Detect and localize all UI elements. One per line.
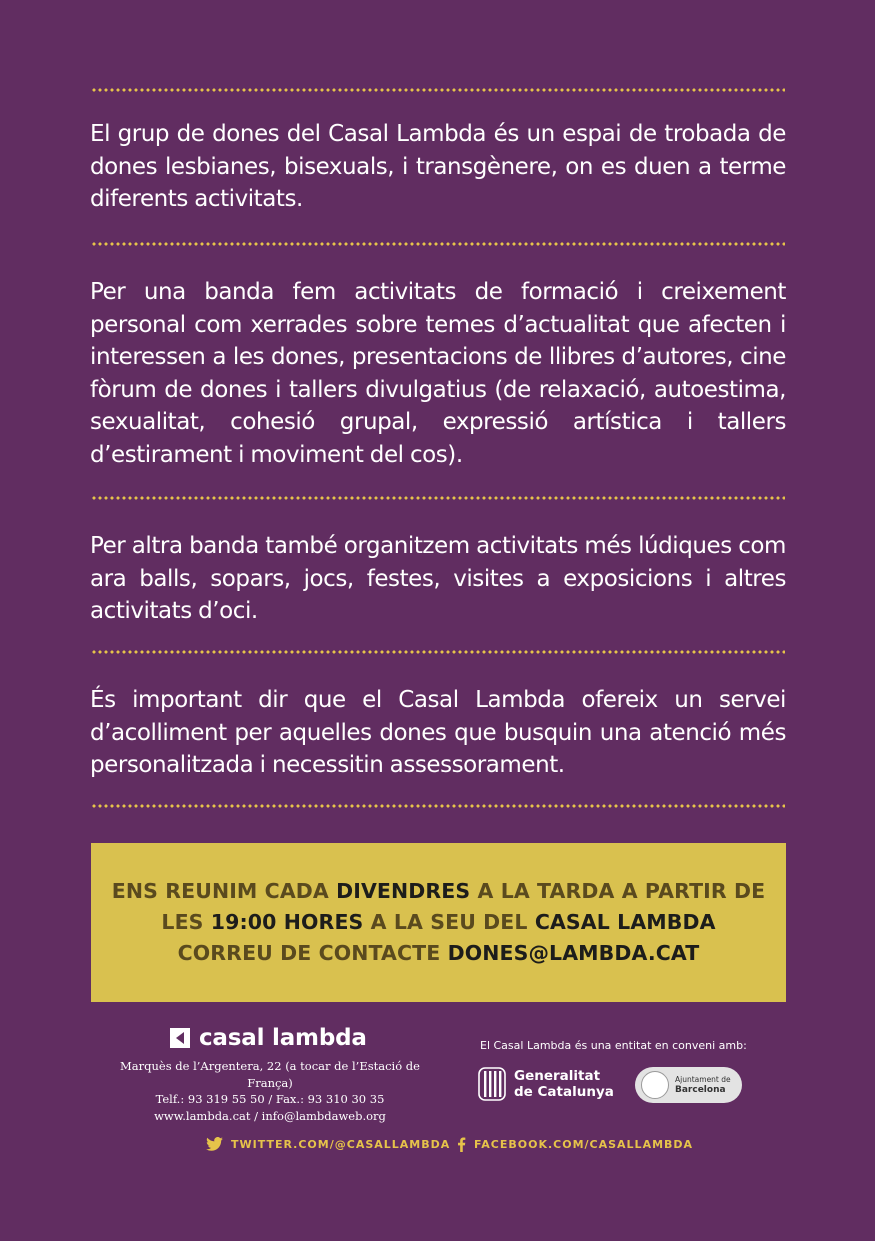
dotted-divider [91,88,785,92]
dotted-divider [91,496,785,500]
paragraph-formation: Per una banda fem activitats de formació i creixement personal com xerrades sobre temes d’actualitat que afecten i interessen a les dones, presentacions de llibres d’autores, cine fòrum de dones i tallers divulgatius (de relaxació, autoestima, sexualitat, cohesió grupal, expressió artística i tallers d’estirament i moviment del cos). [90,279,786,468]
twitter-bird-icon [206,1137,223,1151]
generalitat-stripes-icon [478,1067,506,1101]
dotted-divider [91,650,785,654]
paragraph-leisure: Per altra banda també organitzem activitats més lúdiques com ara balls, sopars, jocs, festes, visites a exposicions i altres activitats d’oci. [90,533,786,624]
dotted-divider [91,242,785,246]
lambda-logo-icon [170,1028,190,1048]
banner-line-2: LES 19:00 HORES A LA SEU DEL CASAL LAMBDA [161,910,716,934]
paragraph-intro: El grup de dones del Casal Lambda és un espai de trobada de dones lesbianes, bisexuals, i transgènere, on es duen a terme diferents activitats. [90,121,786,212]
address-line: Marquès de l’Argentera, 22 (a tocar de l’Estació de França) [120,1059,420,1090]
contact-address [100,1058,440,1124]
banner-line-3: CORREU DE CONTACTE DONES@LAMBDA.CAT [177,941,700,965]
agreement-note: El Casal Lambda és una entitat en conveni amb: [480,1039,747,1052]
paragraph-reception: És important dir que el Casal Lambda ofereix un servei d’acolliment per aquelles dones que busquin una atenció més personalitzada i necessitin assessorament. [90,687,786,778]
barcelona-seal-icon [641,1071,669,1099]
contact-email[interactable]: DONES@LAMBDA.CAT [447,941,700,965]
web-line[interactable]: www.lambda.cat / info@lambdaweb.org [154,1108,386,1123]
ajuntament-logo: Ajuntament de Barcelona [635,1067,742,1103]
banner-line-1: ENS REUNIM CADA DIVENDRES A LA TARDA A PARTIR DE [111,879,766,903]
meeting-banner [91,843,786,1002]
generalitat-logo: Generalitat de Catalunya [478,1066,614,1102]
phone-line: Telf.: 93 319 55 50 / Fax.: 93 310 30 35 [155,1092,385,1106]
dotted-divider [91,804,785,808]
facebook-link[interactable]: FACEBOOK.COM/CASALLAMBDA [457,1136,693,1152]
casal-lambda-logo: casal lambda [170,1025,367,1051]
facebook-f-icon [457,1137,466,1152]
twitter-link[interactable]: TWITTER.COM/@CASALLAMBDA [206,1136,450,1152]
